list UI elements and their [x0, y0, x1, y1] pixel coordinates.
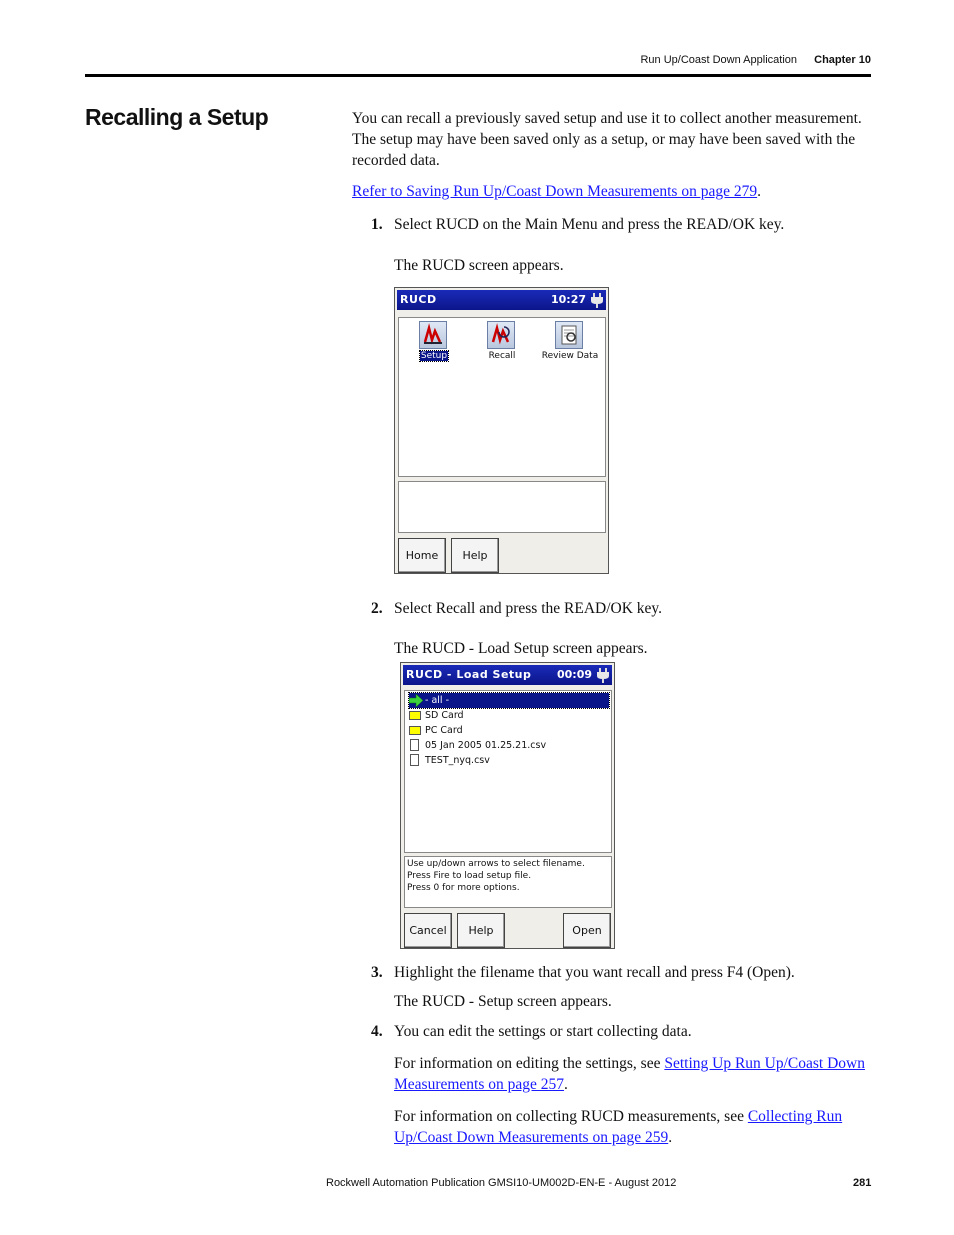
- cancel-button[interactable]: Cancel: [404, 913, 452, 948]
- header-chapter: Chapter 10: [814, 54, 871, 66]
- home-button[interactable]: Home: [398, 538, 446, 573]
- icon-area: [398, 317, 606, 477]
- message-area: [398, 481, 606, 533]
- file-row-pc-card[interactable]: PC Card: [409, 723, 463, 738]
- file-row-sd-card[interactable]: SD Card: [409, 708, 464, 723]
- step-1: 1. Select RUCD on the Main Menu and press the READ/OK key.: [371, 216, 785, 233]
- instruction-line-3: Press 0 for more options.: [407, 883, 520, 893]
- step-3-result: The RUCD - Setup screen appears.: [394, 993, 612, 1010]
- folder-icon: [409, 711, 421, 720]
- step-2: 2. Select Recall and press the READ/OK key.: [371, 600, 663, 617]
- load-setup-screen: [400, 662, 615, 949]
- review-data-icon[interactable]: [555, 321, 583, 349]
- setup-label[interactable]: Setup: [420, 351, 448, 361]
- header-section: Run Up/Coast Down Application: [640, 54, 797, 66]
- page-number: 281: [853, 1177, 872, 1189]
- info-collecting: For information on collecting RUCD measurements, see Collecting Run Up/Coast Down Measurements on page 259.: [394, 1108, 843, 1146]
- footer-publication: Rockwell Automation Publication GMSI10-UM002D-EN-E - August 2012: [326, 1177, 677, 1189]
- up-arrow-icon: [409, 694, 423, 707]
- step-2-result: The RUCD - Load Setup screen appears.: [394, 640, 648, 657]
- intro-reference: Refer to Saving Run Up/Coast Down Measurements on page 279.: [352, 183, 761, 200]
- link-collecting[interactable]: Collecting Run Up/Coast Down Measurements on page 259: [394, 1108, 843, 1146]
- instruction-line-1: Use up/down arrows to select filename.: [407, 859, 585, 869]
- instruction-area: [404, 856, 612, 908]
- intro-paragraph: You can recall a previously saved setup and use it to collect another measurement. The setup may have been saved only as a setup, or may have been saved with the recorded data.: [352, 110, 862, 169]
- recall-label[interactable]: Recall: [488, 351, 516, 361]
- power-plug-icon: [596, 667, 610, 683]
- ref-link-saving[interactable]: Refer to Saving Run Up/Coast Down Measurements on page 279: [352, 183, 758, 200]
- info-editing: For information on editing the settings, see Setting Up Run Up/Coast Down Measurements on page 257.: [394, 1055, 866, 1093]
- file-icon: [410, 739, 419, 751]
- file-row-csv-1[interactable]: 05 Jan 2005 01.25.21.csv: [409, 738, 546, 753]
- file-row-csv-2[interactable]: TEST_nyq.csv: [409, 753, 490, 768]
- step-3: 3. Highlight the filename that you want recall and press F4 (Open).: [371, 964, 795, 981]
- header-rule: [85, 74, 871, 77]
- instruction-line-2: Press Fire to load setup file.: [407, 871, 532, 881]
- setup-icon[interactable]: [419, 321, 447, 349]
- rucd-titlebar: RUCD 10:27: [397, 290, 606, 310]
- file-row-all[interactable]: - all -: [409, 693, 609, 708]
- recall-icon[interactable]: [487, 321, 515, 349]
- page-title: Recalling a Setup: [85, 104, 269, 130]
- help-button[interactable]: Help: [457, 913, 505, 948]
- running-header: [0, 52, 954, 72]
- open-button[interactable]: Open: [563, 913, 611, 948]
- help-button[interactable]: Help: [451, 538, 499, 573]
- link-setting-up[interactable]: Setting Up Run Up/Coast Down Measurements on page 257: [394, 1055, 866, 1093]
- power-plug-icon: [590, 292, 604, 308]
- step-4: 4. You can edit the settings or start collecting data.: [371, 1023, 692, 1040]
- step-1-result: The RUCD screen appears.: [394, 257, 564, 274]
- file-list: [404, 690, 612, 853]
- rucd-screen: [394, 287, 609, 574]
- load-setup-titlebar: RUCD - Load Setup 00:09: [403, 665, 612, 685]
- review-data-label[interactable]: Review Data: [541, 351, 599, 361]
- file-icon: [410, 754, 419, 766]
- folder-icon: [409, 726, 421, 735]
